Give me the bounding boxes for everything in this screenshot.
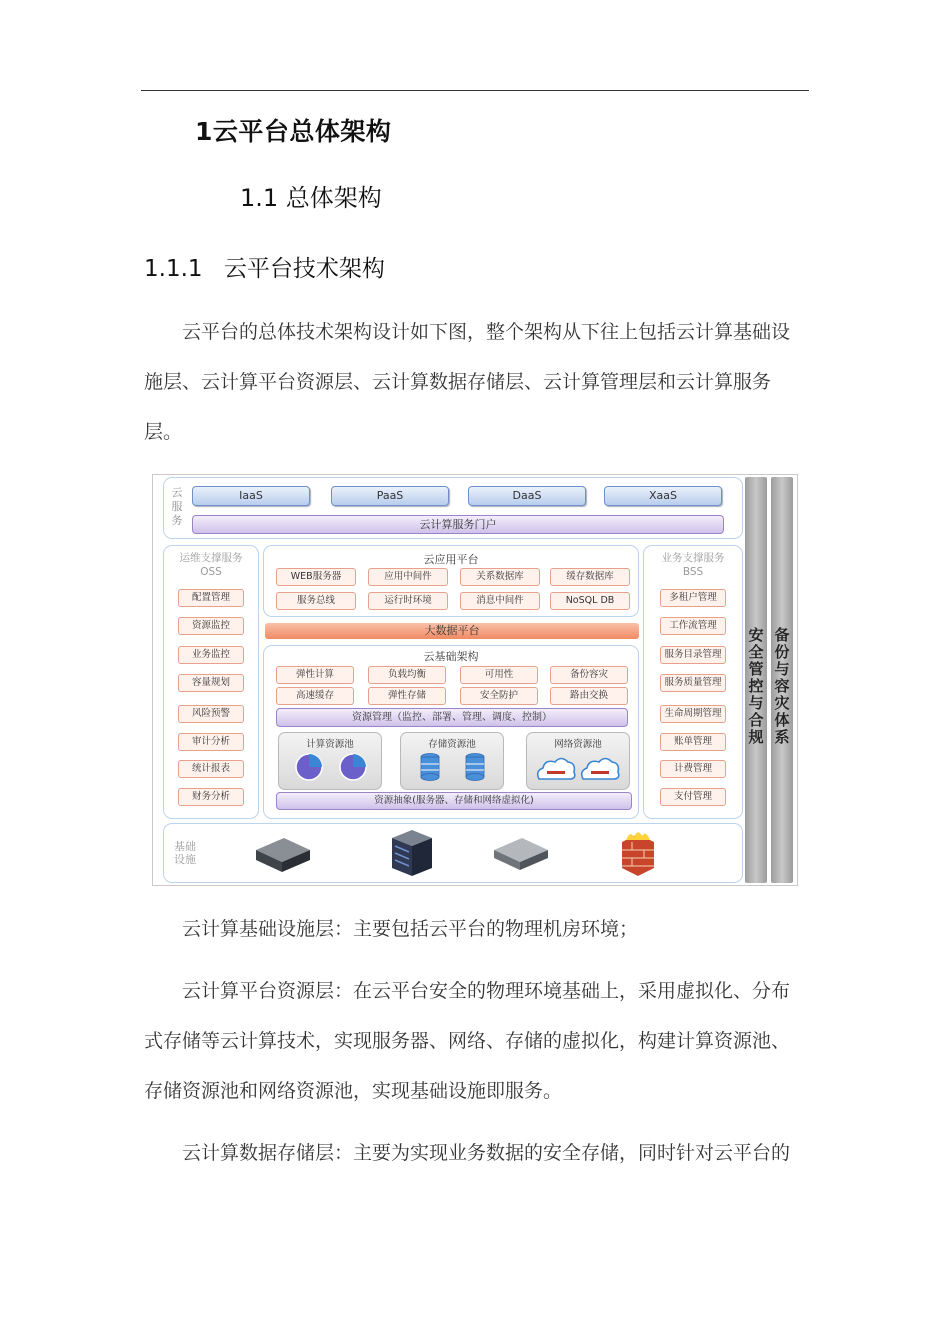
bar-char: 与: [774, 660, 790, 678]
heading-level-1: 1云平台总体架构: [195, 117, 392, 146]
heading-level-3: 1.1.1 云平台技术架构: [144, 256, 385, 282]
oss-item: 风险预警: [178, 705, 244, 723]
label-char: 基础: [174, 840, 196, 853]
infrastructure-layer: [163, 823, 743, 883]
server-icon: [252, 832, 314, 874]
cloud-service-label: [170, 486, 184, 528]
infra-item: 安全防护: [460, 687, 538, 705]
storage-pool: [400, 732, 504, 790]
resource-management-bar: 资源管理（监控、部署、管理、调度、控制）: [276, 708, 628, 727]
paas-pill: PaaS: [331, 486, 449, 506]
infra-label: [170, 840, 200, 866]
app-item: 运行时环境: [368, 592, 448, 610]
oss-item: 财务分析: [178, 788, 244, 806]
bar-char: 体: [774, 711, 790, 729]
storage-pool-icon: [415, 749, 495, 787]
cloud-service-layer: [163, 477, 743, 539]
bss-item: 账单管理: [660, 733, 726, 751]
app-item: 服务总线: [276, 592, 356, 610]
infra-item: 备份容灾: [550, 666, 628, 684]
oss-item: 统计报表: [178, 760, 244, 778]
storage-paragraph: 云计算数据存储层：主要为实现业务数据的安全存储，同时针对云平台的: [182, 1142, 791, 1164]
infra-arch-title: 云基础架构: [423, 650, 479, 663]
infra-arch-panel: [263, 645, 639, 819]
bar-char: 规: [748, 728, 764, 746]
big-data-platform: 大数据平台: [265, 623, 639, 639]
label-char: 设施: [174, 853, 196, 866]
bss-item: 工作流管理: [660, 617, 726, 635]
bar-char: 备: [774, 626, 790, 644]
oss-item: 配置管理: [178, 589, 244, 607]
network-cloud-icon: [533, 751, 625, 785]
oss-item: 资源监控: [178, 617, 244, 635]
app-item: NoSQL DB: [550, 592, 630, 610]
architecture-diagram: [152, 474, 798, 886]
bar-char: 容: [774, 677, 790, 695]
infra-item: 负载均衡: [368, 666, 446, 684]
app-item: 消息中间件: [460, 592, 540, 610]
app-item: 关系数据库: [460, 568, 540, 586]
app-item: WEB服务器: [276, 568, 356, 586]
app-platform-title: 云应用平台: [423, 553, 479, 566]
heading-level-2: 1.1 总体架构: [240, 184, 382, 212]
oss-title: 运维支撑服务: [179, 552, 243, 564]
bss-item: 计费管理: [660, 760, 726, 778]
oss-panel: [163, 545, 259, 819]
infra-item: 路由交换: [550, 687, 628, 705]
infra-item: 高速缓存: [276, 687, 354, 705]
intro-paragraph: 云平台的总体技术架构设计如下图，整个架构从下往上包括云计算基础设施层、云计算平台资源层、云计算数据存储层、云计算管理层和云计算服务层。: [144, 321, 791, 443]
compute-pool-icon: [293, 751, 373, 785]
bss-item: 生命周期管理: [660, 705, 726, 723]
bar-char: 与: [748, 694, 764, 712]
bar-char: 灾: [774, 694, 790, 712]
bar-char: 合: [748, 711, 764, 729]
storage-pool-title: 存储资源池: [428, 739, 476, 750]
bss-title: 业务支撑服务: [661, 552, 725, 564]
security-compliance-bar: [745, 477, 767, 883]
network-pool: [526, 732, 630, 790]
app-item: 缓存数据库: [550, 568, 630, 586]
infra-item: 弹性计算: [276, 666, 354, 684]
iaas-pill: IaaS: [192, 486, 310, 506]
oss-item: 容量规划: [178, 674, 244, 692]
rack-server-icon: [386, 828, 436, 878]
label-char: 务: [171, 514, 183, 527]
compute-pool-title: 计算资源池: [306, 739, 354, 750]
compute-pool: [278, 732, 382, 790]
header-rule: [141, 90, 809, 91]
bar-char: 控: [748, 677, 764, 695]
resource-abstraction-bar: 资源抽象(服务器、存储和网络虚拟化): [276, 792, 632, 810]
bss-panel: [643, 545, 743, 819]
bar-char: 安: [748, 626, 764, 644]
daas-pill: DaaS: [468, 486, 586, 506]
service-portal: 云计算服务门户: [192, 515, 724, 534]
bar-char: 系: [774, 728, 790, 746]
oss-subtitle: OSS: [200, 566, 222, 578]
bss-item: 服务质量管理: [660, 674, 726, 692]
network-switch-icon: [490, 832, 552, 872]
bar-char: 管: [748, 660, 764, 678]
xaas-pill: XaaS: [604, 486, 722, 506]
oss-item: 业务监控: [178, 646, 244, 664]
infra-paragraph: 云计算基础设施层：主要包括云平台的物理机房环境；: [182, 918, 639, 940]
backup-disaster-text: [771, 627, 793, 746]
bar-char: 份: [774, 643, 790, 661]
resource-paragraph: 云计算平台资源层：在云平台安全的物理环境基础上，采用虚拟化、分布式存储等云计算技术，实现服务器、网络、存储的虚拟化，构建计算资源池、存储资源池和网络资源池，实现基础设施即服务。: [144, 980, 791, 1102]
firewall-icon: [616, 828, 660, 878]
infra-item: 弹性存储: [368, 687, 446, 705]
bss-item: 服务目录管理: [660, 646, 726, 664]
app-platform-panel: [263, 545, 639, 617]
oss-item: 审计分析: [178, 733, 244, 751]
app-item: 应用中间件: [368, 568, 448, 586]
security-compliance-text: [745, 627, 767, 746]
bss-subtitle: BSS: [682, 566, 704, 578]
bss-item: 支付管理: [660, 788, 726, 806]
network-pool-title: 网络资源池: [554, 739, 602, 750]
bar-char: 全: [748, 643, 764, 661]
label-char: 云: [171, 486, 183, 499]
bss-item: 多租户管理: [660, 589, 726, 607]
backup-disaster-bar: [771, 477, 793, 883]
label-char: 服: [171, 500, 183, 513]
infra-item: 可用性: [460, 666, 538, 684]
